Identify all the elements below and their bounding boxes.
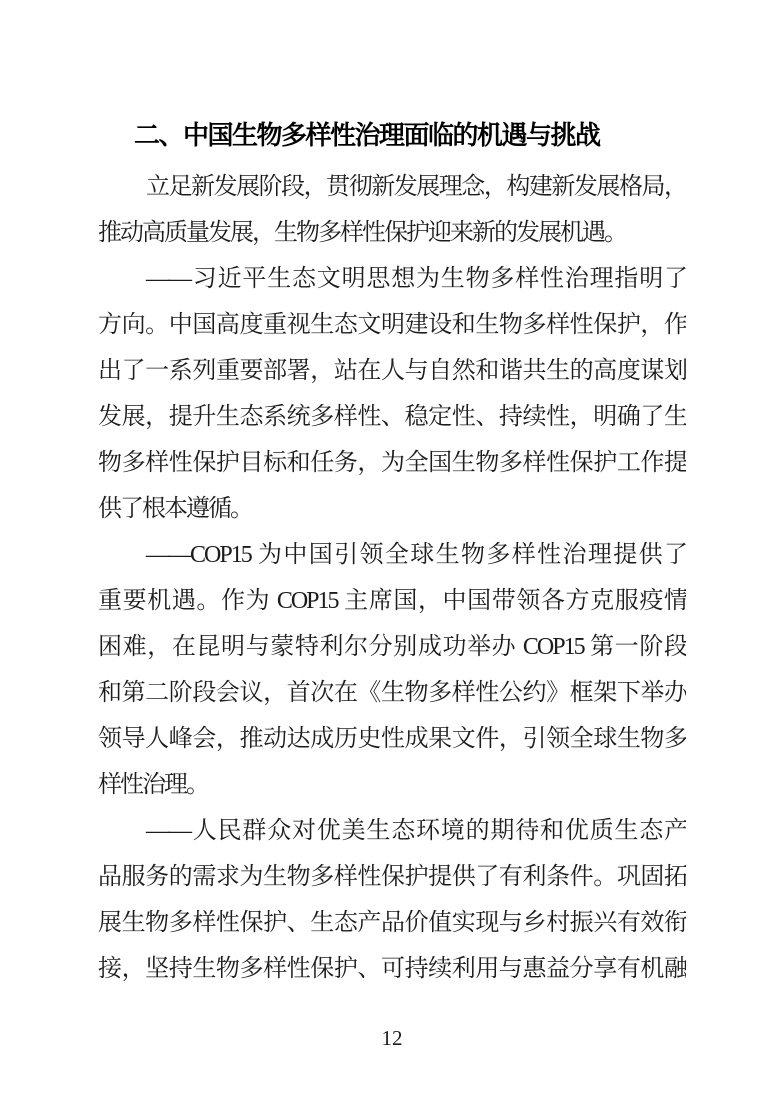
text-line: 推动高质量发展，生物多样性保护迎来新的发展机遇。: [98, 220, 626, 246]
text-line: 接，坚持生物多样性保护、可持续利用与惠益分享有机融: [98, 956, 686, 982]
section-heading: 二、中国生物多样性治理面临的机遇与挑战: [134, 120, 600, 150]
text-line: 领导人峰会，推动达成历史性成果文件，引领全球生物多: [98, 726, 686, 752]
paragraph: [98, 256, 686, 532]
text-line: 品服务的需求为生物多样性保护提供了有利条件。巩固拓: [98, 864, 686, 890]
text-line: 样性治理。: [98, 772, 208, 798]
text-line: 出了一系列重要部署，站在人与自然和谐共生的高度谋划: [98, 358, 686, 384]
text-line: 方向。中国高度重视生态文明建设和生物多样性保护，作: [98, 312, 686, 338]
text-line: 供了根本遵循。: [98, 496, 252, 522]
paragraph: [98, 532, 686, 808]
text-line: ——COP15 为中国引领全球生物多样性治理提供了: [146, 542, 686, 568]
text-line: ——习近平生态文明思想为生物多样性治理指明了: [146, 266, 686, 292]
text-line: 立足新发展阶段，贯彻新发展理念，构建新发展格局，: [146, 174, 686, 200]
paragraph: [98, 164, 686, 256]
text-line: 发展，提升生态系统多样性、稳定性、持续性，明确了生: [98, 404, 686, 430]
text-line: ——人民群众对优美生态环境的期待和优质生态产: [146, 818, 686, 844]
text-line: 和第二阶段会议，首次在《生物多样性公约》框架下举办: [98, 680, 686, 706]
text-line: 重要机遇。作为 COP15 主席国，中国带领各方克服疫情: [98, 588, 686, 614]
text-line: 困难，在昆明与蒙特利尔分别成功举办 COP15 第一阶段: [98, 634, 686, 660]
text-line: 物多样性保护目标和任务，为全国生物多样性保护工作提: [98, 450, 686, 476]
text-line: 展生物多样性保护、生态产品价值实现与乡村振兴有效衔: [98, 910, 686, 936]
page-content: [98, 112, 686, 992]
paragraph: [98, 808, 686, 992]
page-number: 12: [381, 1026, 403, 1050]
